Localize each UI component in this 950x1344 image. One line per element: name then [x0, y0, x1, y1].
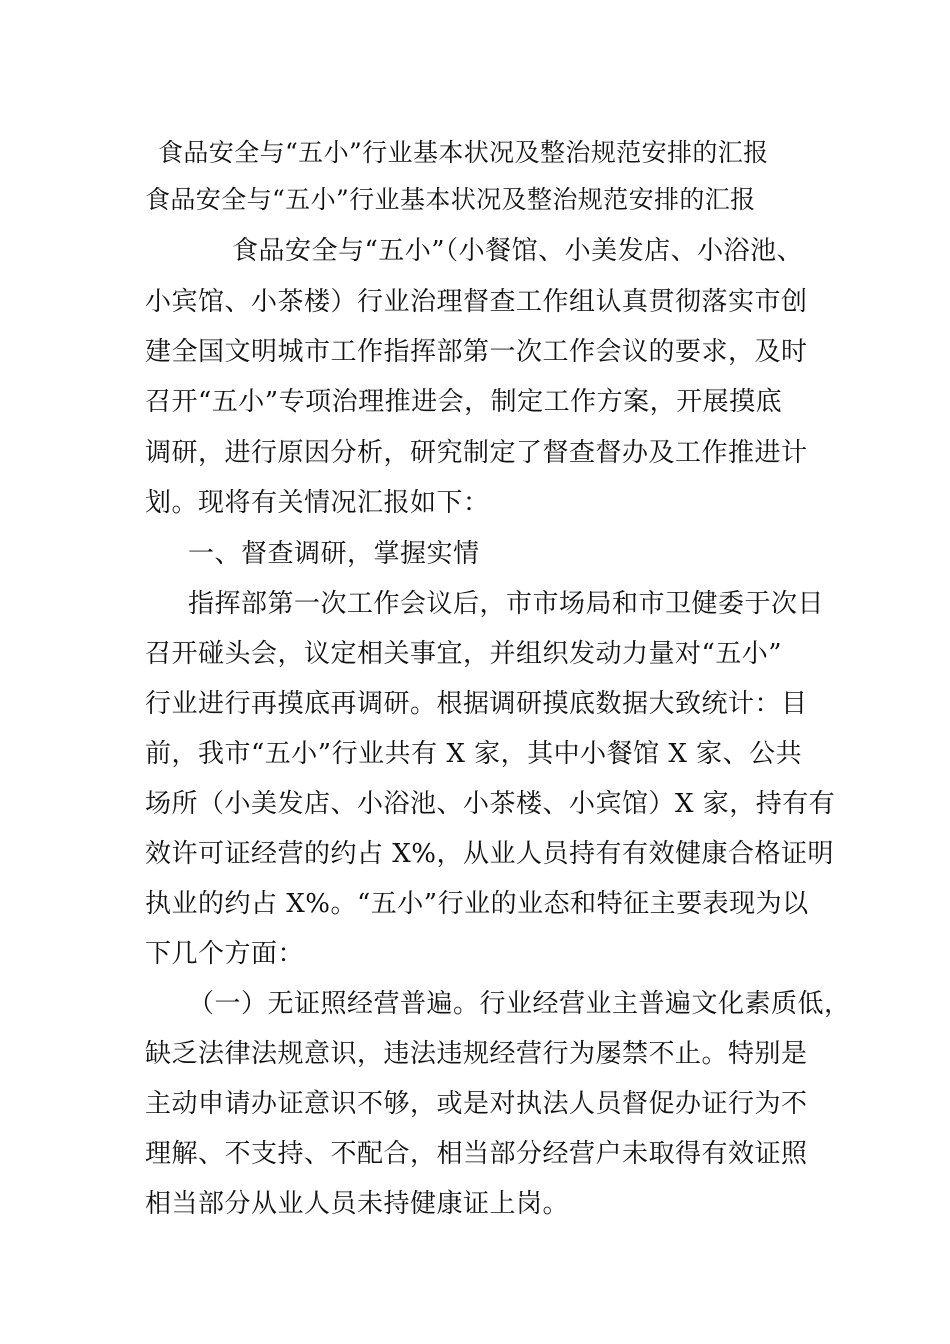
intro-line: 建全国文明城市工作指挥部第一次工作会议的要求，及时	[145, 337, 808, 367]
subsection-line: （一）无证照经营普遍。行业经营业主普遍文化素质低，	[188, 989, 851, 1019]
document-title-repeat: 食品安全与“五小”行业基本状况及整治规范安排的汇报	[145, 185, 756, 214]
section-line: 下几个方面：	[145, 939, 305, 969]
section-line: 执业的约占 X%。“五小”行业的业态和特征主要表现为以	[145, 889, 809, 919]
intro-line: 划。现将有关情况汇报如下：	[145, 488, 490, 518]
subsection-line: 相当部分从业人员未持健康证上岗。	[145, 1189, 570, 1219]
section-line: 召开碰头会，议定相关事宜，并组织发动力量对“五小”	[145, 639, 783, 669]
intro-line: 小宾馆、小茶楼）行业治理督查工作组认真贯彻落实市创	[145, 287, 808, 317]
intro-line: 召开“五小”专项治理推进会，制定工作方案，开展摸底	[145, 387, 783, 417]
subsection-line: 缺乏法律法规意识，违法违规经营行为屡禁不止。特别是	[145, 1039, 808, 1069]
subsection-line: 理解、不支持、不配合，相当部分经营户未取得有效证照	[145, 1139, 808, 1169]
section-heading: 一、督查调研，掌握实情	[188, 539, 480, 569]
document-title: 食品安全与“五小”行业基本状况及整治规范安排的汇报	[158, 138, 769, 167]
subsection-line: 主动申请办证意识不够，或是对执法人员督促办证行为不	[145, 1089, 808, 1119]
intro-line: 食品安全与“五小”（小餐馆、小美发店、小浴池、	[232, 236, 804, 266]
section-line: 前，我市“五小”行业共有 X 家，其中小餐馆 X 家、公共	[145, 739, 803, 769]
section-line: 效许可证经营的约占 X%，从业人员持有有效健康合格证明	[145, 839, 834, 869]
section-line: 场所（小美发店、小浴池、小茶楼、小宾馆）X 家，持有有	[145, 789, 836, 819]
section-line: 指挥部第一次工作会议后，市市场局和市卫健委于次日	[188, 589, 825, 619]
section-line: 行业进行再摸底再调研。根据调研摸底数据大致统计：目	[145, 689, 808, 719]
intro-line: 调研，进行原因分析，研究制定了督查督办及工作推进计	[145, 438, 808, 468]
